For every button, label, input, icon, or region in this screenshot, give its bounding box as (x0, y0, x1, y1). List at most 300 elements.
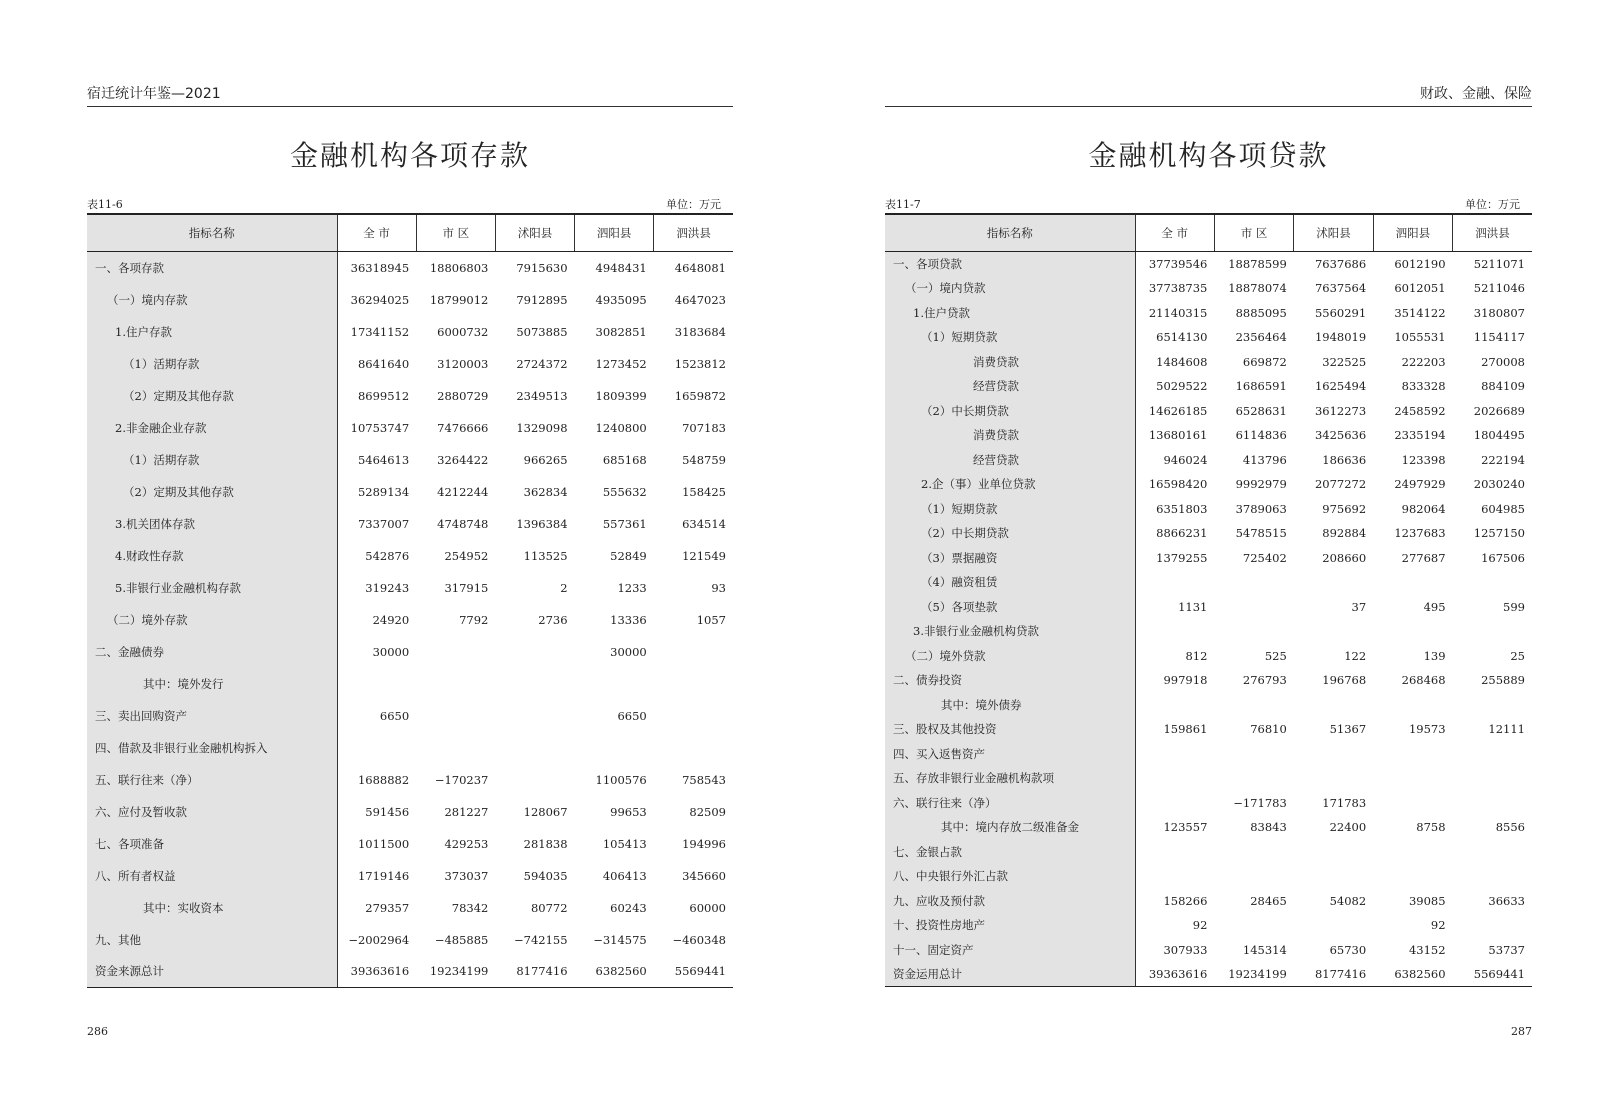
cell-value (416, 732, 495, 764)
right-page (885, 0, 1532, 1099)
cell-value: 6382560 (575, 956, 654, 988)
table-row (885, 325, 1532, 350)
cell-value: 2736 (538, 612, 568, 627)
cell-value: 60000 (689, 900, 726, 915)
cell-value (1214, 595, 1293, 620)
cell-value: 7912895 (516, 292, 568, 307)
table-row (885, 889, 1532, 914)
cell-value: 884109 (1481, 379, 1525, 394)
table-row (87, 828, 733, 860)
row-label: （1）活期存款 (87, 348, 337, 380)
cell-value: 3183684 (674, 324, 726, 339)
cell-value: −170237 (434, 772, 489, 787)
cell-value (1214, 619, 1293, 644)
cell-value: 317915 (444, 580, 489, 595)
cell-value: 373037 (444, 868, 489, 883)
table-row (87, 700, 733, 732)
cell-value: 5569441 (654, 956, 733, 988)
cell-value: 51367 (1329, 722, 1367, 737)
cell-value: 2458592 (1394, 403, 1446, 418)
cell-value: 3180807 (1473, 305, 1525, 320)
table-row (885, 546, 1532, 571)
row-label: 消费贷款 (885, 350, 1135, 375)
cell-value: 406413 (602, 868, 647, 883)
cell-value: 6351803 (1156, 501, 1208, 516)
cell-value: 4935095 (595, 292, 647, 307)
cell-value: 1625494 (1314, 379, 1367, 394)
cell-value: 1948019 (1314, 330, 1367, 345)
column-header-3: 沭阳县 (495, 214, 574, 252)
cell-value: 982064 (1401, 501, 1446, 516)
cell-value: 1057 (696, 612, 726, 627)
cell-value: 4748748 (437, 516, 489, 531)
cell-value (1294, 913, 1373, 938)
table-row (87, 572, 733, 604)
cell-value: 2497929 (1394, 477, 1446, 492)
cell-value (654, 668, 733, 700)
cell-value (1214, 742, 1293, 767)
cell-value: 6114836 (1235, 428, 1287, 443)
cell-value: 128067 (523, 804, 568, 819)
cell-value: 276793 (1242, 673, 1287, 688)
row-label: （二）境外存款 (87, 604, 337, 636)
cell-value (495, 764, 574, 796)
cell-value: 92 (1192, 918, 1208, 933)
cell-value (1135, 840, 1214, 865)
cell-value: 194996 (682, 836, 726, 851)
cell-value: 122 (1344, 648, 1367, 663)
cell-value: 14626185 (1148, 403, 1208, 418)
table-row (885, 301, 1532, 326)
cell-value (1214, 766, 1293, 791)
row-label: 其中：境外发行 (87, 668, 337, 700)
cell-value (1135, 791, 1214, 816)
cell-value: 39363616 (337, 956, 416, 988)
cell-value (416, 668, 495, 700)
table-row (885, 962, 1532, 987)
cell-value: 495 (1423, 599, 1446, 614)
table-row (885, 252, 1532, 277)
table-header-row (885, 214, 1532, 252)
cell-value: 80772 (530, 900, 568, 915)
row-label: 二、债券投资 (885, 668, 1135, 693)
cell-value: 7476666 (437, 420, 489, 435)
column-header-4: 泗阳县 (1373, 214, 1452, 252)
cell-value: 39363616 (1135, 962, 1214, 987)
table-row (885, 742, 1532, 767)
cell-value: 5464613 (357, 452, 410, 467)
cell-value: 2026689 (1473, 403, 1525, 418)
cell-value (654, 700, 733, 732)
cell-value: 28465 (1250, 893, 1287, 908)
cell-value: 599 (1503, 599, 1525, 614)
running-header-left (87, 84, 733, 107)
cell-value (654, 636, 733, 668)
cell-value: 6514130 (1156, 330, 1208, 345)
table-number: 表11-7 (885, 198, 921, 211)
cell-value: 3514122 (1394, 305, 1446, 320)
row-label: 一、各项贷款 (885, 252, 1135, 277)
yearbook-title: 宿迁统计年鉴—2021 (87, 86, 221, 102)
cell-value: 2 (560, 580, 568, 595)
column-header-name: 指标名称 (87, 214, 337, 252)
cell-value: 634514 (682, 516, 726, 531)
cell-value: 60243 (610, 900, 647, 915)
row-label: （一）境内存款 (87, 284, 337, 316)
table-row (87, 668, 733, 700)
column-header-2: 市 区 (1214, 214, 1293, 252)
deposit-table (87, 213, 733, 988)
cell-value: 5211046 (1473, 281, 1525, 296)
cell-value: 525 (1264, 648, 1287, 663)
table-row (885, 595, 1532, 620)
cell-value: 121549 (682, 548, 726, 563)
cell-value (1214, 693, 1293, 718)
page-number-right: 287 (1511, 1025, 1532, 1038)
cell-value: 975692 (1322, 501, 1367, 516)
cell-value: −314575 (593, 932, 647, 947)
cell-value: 16598420 (1148, 477, 1208, 492)
cell-value: 222194 (1481, 452, 1525, 467)
row-label: （一）境内贷款 (885, 276, 1135, 301)
cell-value: 7637686 (1314, 257, 1367, 271)
table-row (87, 796, 733, 828)
row-label: 四、借款及非银行业金融机构拆入 (87, 732, 337, 764)
table-number: 表11-6 (87, 198, 123, 211)
cell-value: 22400 (1329, 820, 1367, 835)
cell-value: 19234199 (416, 956, 495, 988)
cell-value: 542876 (365, 548, 410, 563)
cell-value: 429253 (444, 836, 489, 851)
cell-value: −171783 (1233, 795, 1287, 810)
cell-value: 281838 (523, 836, 568, 851)
table-row (87, 476, 733, 508)
cell-value: 1154117 (1473, 330, 1525, 345)
cell-value: 19573 (1408, 722, 1446, 737)
cell-value: 5211071 (1473, 257, 1525, 271)
cell-value: 1237683 (1394, 526, 1446, 541)
page-number-left: 286 (87, 1025, 108, 1038)
row-label: 5.非银行业金融机构存款 (87, 572, 337, 604)
cell-value: 3264422 (437, 452, 489, 467)
cell-value (1373, 840, 1452, 865)
cell-value (1294, 619, 1373, 644)
row-label: 2.非金融企业存款 (87, 412, 337, 444)
cell-value (416, 636, 495, 668)
cell-value: 19234199 (1214, 962, 1293, 987)
cell-value (495, 732, 574, 764)
cell-value (1373, 766, 1452, 791)
cell-value: 24920 (372, 612, 410, 627)
cell-value: 270008 (1481, 354, 1525, 369)
table-row (885, 374, 1532, 399)
cell-value (1214, 864, 1293, 889)
row-label: 六、联行往来（净） (885, 791, 1135, 816)
cell-value: 548759 (682, 452, 726, 467)
table-row (87, 444, 733, 476)
cell-value: 307933 (1163, 942, 1208, 957)
cell-value: 222203 (1401, 354, 1446, 369)
table-row (87, 284, 733, 316)
cell-value: 557361 (602, 516, 647, 531)
table-row (87, 380, 733, 412)
cell-value: 43152 (1408, 942, 1446, 957)
cell-value: 1809399 (595, 388, 647, 403)
table-row (87, 412, 733, 444)
cell-value (1294, 570, 1373, 595)
cell-value: 1273452 (595, 356, 647, 371)
cell-value: 123398 (1401, 452, 1446, 467)
cell-value: 208660 (1322, 550, 1367, 565)
cell-value: 8177416 (1294, 962, 1373, 987)
table-row (885, 399, 1532, 424)
cell-value: 413796 (1242, 452, 1287, 467)
cell-value (1453, 570, 1532, 595)
cell-value: 8177416 (495, 956, 574, 988)
cell-value (1294, 864, 1373, 889)
table-header-row (87, 214, 733, 252)
cell-value: 92 (1430, 918, 1446, 933)
cell-value (654, 732, 733, 764)
column-header-4: 泗阳县 (575, 214, 654, 252)
table-row (885, 766, 1532, 791)
row-label: 其中：境内存放二级准备金 (885, 815, 1135, 840)
cell-value: 9992979 (1235, 477, 1287, 492)
row-label: 3.机关团体存款 (87, 508, 337, 540)
cell-value: 604985 (1481, 501, 1525, 516)
cell-value: 362834 (523, 484, 568, 499)
table-row (87, 732, 733, 764)
row-label: （2）中长期贷款 (885, 521, 1135, 546)
cell-value: 669872 (1242, 354, 1287, 369)
cell-value: 7792 (459, 612, 489, 627)
row-label: 九、应收及预付款 (885, 889, 1135, 914)
cell-value: 36633 (1488, 893, 1525, 908)
cell-value (1373, 619, 1452, 644)
cell-value: 167506 (1481, 550, 1525, 565)
cell-value (1294, 840, 1373, 865)
cell-value: 1719146 (357, 868, 410, 883)
cell-value: 322525 (1322, 354, 1367, 369)
cell-value: 5560291 (1314, 305, 1367, 320)
cell-value (495, 636, 574, 668)
cell-value: 4948431 (595, 260, 647, 275)
cell-value: 254952 (444, 548, 489, 563)
cell-value: 1240800 (595, 420, 647, 435)
page-title-loans: 金融机构各项贷款 (1088, 139, 1329, 172)
cell-value: 685168 (602, 452, 647, 467)
cell-value: 37738735 (1148, 281, 1208, 296)
cell-value: 21140315 (1148, 305, 1208, 320)
table-row (87, 764, 733, 796)
table-row (885, 497, 1532, 522)
cell-value: 53737 (1488, 942, 1525, 957)
cell-value: 54082 (1329, 893, 1367, 908)
cell-value: 25 (1510, 648, 1525, 663)
cell-value: 13680161 (1148, 428, 1208, 443)
cell-value (495, 668, 574, 700)
cell-value: 4212244 (437, 484, 489, 499)
cell-value: 2077272 (1314, 477, 1367, 492)
cell-value: 812 (1185, 648, 1208, 663)
row-label: 资金来源总计 (87, 956, 337, 988)
table-row (87, 860, 733, 892)
row-label: 其中：境外债券 (885, 693, 1135, 718)
table-row (885, 350, 1532, 375)
cell-value (1135, 766, 1214, 791)
cell-value: 37739546 (1148, 257, 1208, 271)
cell-value: 2349513 (516, 388, 568, 403)
column-header-2: 市 区 (416, 214, 495, 252)
cell-value: 5073885 (516, 324, 568, 339)
cell-value: 3082851 (595, 324, 647, 339)
row-label: （2）定期及其他存款 (87, 380, 337, 412)
cell-value: 78342 (451, 900, 489, 915)
row-label: 资金运用总计 (885, 962, 1135, 987)
cell-value: 6650 (617, 708, 647, 723)
cell-value: 1233 (617, 580, 647, 595)
cell-value (1453, 913, 1532, 938)
table-row (885, 840, 1532, 865)
cell-value: 758543 (682, 772, 726, 787)
cell-value: 7915630 (516, 260, 568, 275)
cell-value: 39085 (1408, 893, 1446, 908)
cell-value: 1257150 (1473, 526, 1525, 541)
cell-value: 3425636 (1314, 428, 1367, 443)
table-row (87, 540, 733, 572)
row-label: 十、投资性房地产 (885, 913, 1135, 938)
row-label: 三、股权及其他投资 (885, 717, 1135, 742)
cell-value: 255889 (1481, 673, 1525, 688)
cell-value: 6382560 (1373, 962, 1452, 987)
cell-value: 281227 (444, 804, 489, 819)
row-label: 四、买入返售资产 (885, 742, 1135, 767)
cell-value: 1484608 (1156, 354, 1208, 369)
cell-value (1294, 766, 1373, 791)
cell-value: 892884 (1322, 526, 1367, 541)
cell-value: 4647023 (674, 292, 726, 307)
cell-value: 8758 (1416, 820, 1446, 835)
cell-value: 268468 (1401, 673, 1446, 688)
cell-value: 1100576 (595, 772, 647, 787)
cell-value: 3612273 (1314, 403, 1367, 418)
cell-value: 159861 (1163, 722, 1208, 737)
cell-value: 17341152 (350, 324, 410, 339)
table-row (885, 693, 1532, 718)
table-row (885, 448, 1532, 473)
row-label: 其中：实收资本 (87, 892, 337, 924)
cell-value (1373, 864, 1452, 889)
cell-value: 1686591 (1235, 379, 1287, 394)
cell-value: 7337007 (357, 516, 410, 531)
table-row (885, 472, 1532, 497)
table-row (87, 348, 733, 380)
cell-value: 36294025 (350, 292, 410, 307)
row-label: （二）境外贷款 (885, 644, 1135, 669)
cell-value: 105413 (602, 836, 647, 851)
cell-value: 319243 (365, 580, 410, 595)
row-label: 消费贷款 (885, 423, 1135, 448)
cell-value: 18878074 (1228, 281, 1287, 296)
column-header-name: 指标名称 (885, 214, 1135, 252)
table-row (87, 508, 733, 540)
cell-value: 158266 (1163, 893, 1208, 908)
cell-value: 8885095 (1235, 305, 1287, 320)
row-label: 经营贷款 (885, 374, 1135, 399)
cell-value (1214, 913, 1293, 938)
cell-value: 10753747 (350, 420, 410, 435)
cell-value: 1659872 (674, 388, 726, 403)
table-row (885, 938, 1532, 963)
cell-value: 3120003 (437, 356, 489, 371)
cell-value: 3789063 (1235, 501, 1287, 516)
loan-table (885, 213, 1532, 987)
unit-label: 单位：万元 (1465, 198, 1520, 211)
cell-value (1453, 619, 1532, 644)
cell-value (416, 700, 495, 732)
column-header-5: 泗洪县 (1453, 214, 1532, 252)
row-label: 三、卖出回购资产 (87, 700, 337, 732)
row-label: 1.住户贷款 (885, 301, 1135, 326)
cell-value: 1688882 (357, 772, 410, 787)
table-row (87, 636, 733, 668)
cell-value: 139 (1423, 648, 1446, 663)
cell-value (1373, 570, 1452, 595)
cell-value: 2335194 (1394, 428, 1446, 443)
column-header-3: 沭阳县 (1294, 214, 1373, 252)
cell-value: 123557 (1163, 820, 1208, 835)
row-label: 3.非银行业金融机构贷款 (885, 619, 1135, 644)
cell-value: 5478515 (1235, 526, 1287, 541)
cell-value: 725402 (1242, 550, 1287, 565)
row-label: 八、所有者权益 (87, 860, 337, 892)
cell-value (337, 732, 416, 764)
cell-value: 2356464 (1235, 330, 1287, 345)
cell-value (1135, 864, 1214, 889)
cell-value: 76810 (1250, 722, 1287, 737)
cell-value: 2030240 (1473, 477, 1525, 492)
row-label: 经营贷款 (885, 448, 1135, 473)
cell-value: 1011500 (357, 836, 410, 851)
cell-value: 30000 (372, 644, 410, 659)
table-row (885, 644, 1532, 669)
cell-value (1453, 840, 1532, 865)
cell-value (1453, 766, 1532, 791)
row-label: 一、各项存款 (87, 252, 337, 284)
cell-value: 196768 (1322, 673, 1367, 688)
table-row (885, 570, 1532, 595)
cell-value: 5029522 (1156, 379, 1208, 394)
cell-value: 7637564 (1314, 281, 1367, 296)
cell-value: 555632 (602, 484, 647, 499)
left-page (87, 0, 733, 1099)
row-label: 五、存放非银行业金融机构款项 (885, 766, 1135, 791)
column-header-5: 泗洪县 (654, 214, 733, 252)
table-row (87, 924, 733, 956)
cell-value (1373, 791, 1452, 816)
cell-value: 99653 (610, 804, 647, 819)
cell-value: 5569441 (1453, 962, 1532, 987)
row-label: 九、其他 (87, 924, 337, 956)
table-row (885, 864, 1532, 889)
cell-value (1453, 742, 1532, 767)
table-row (87, 604, 733, 636)
table-row (885, 717, 1532, 742)
table-row (885, 521, 1532, 546)
running-header-right (885, 84, 1532, 107)
table-row (885, 815, 1532, 840)
page-title-deposits: 金融机构各项存款 (289, 139, 530, 172)
